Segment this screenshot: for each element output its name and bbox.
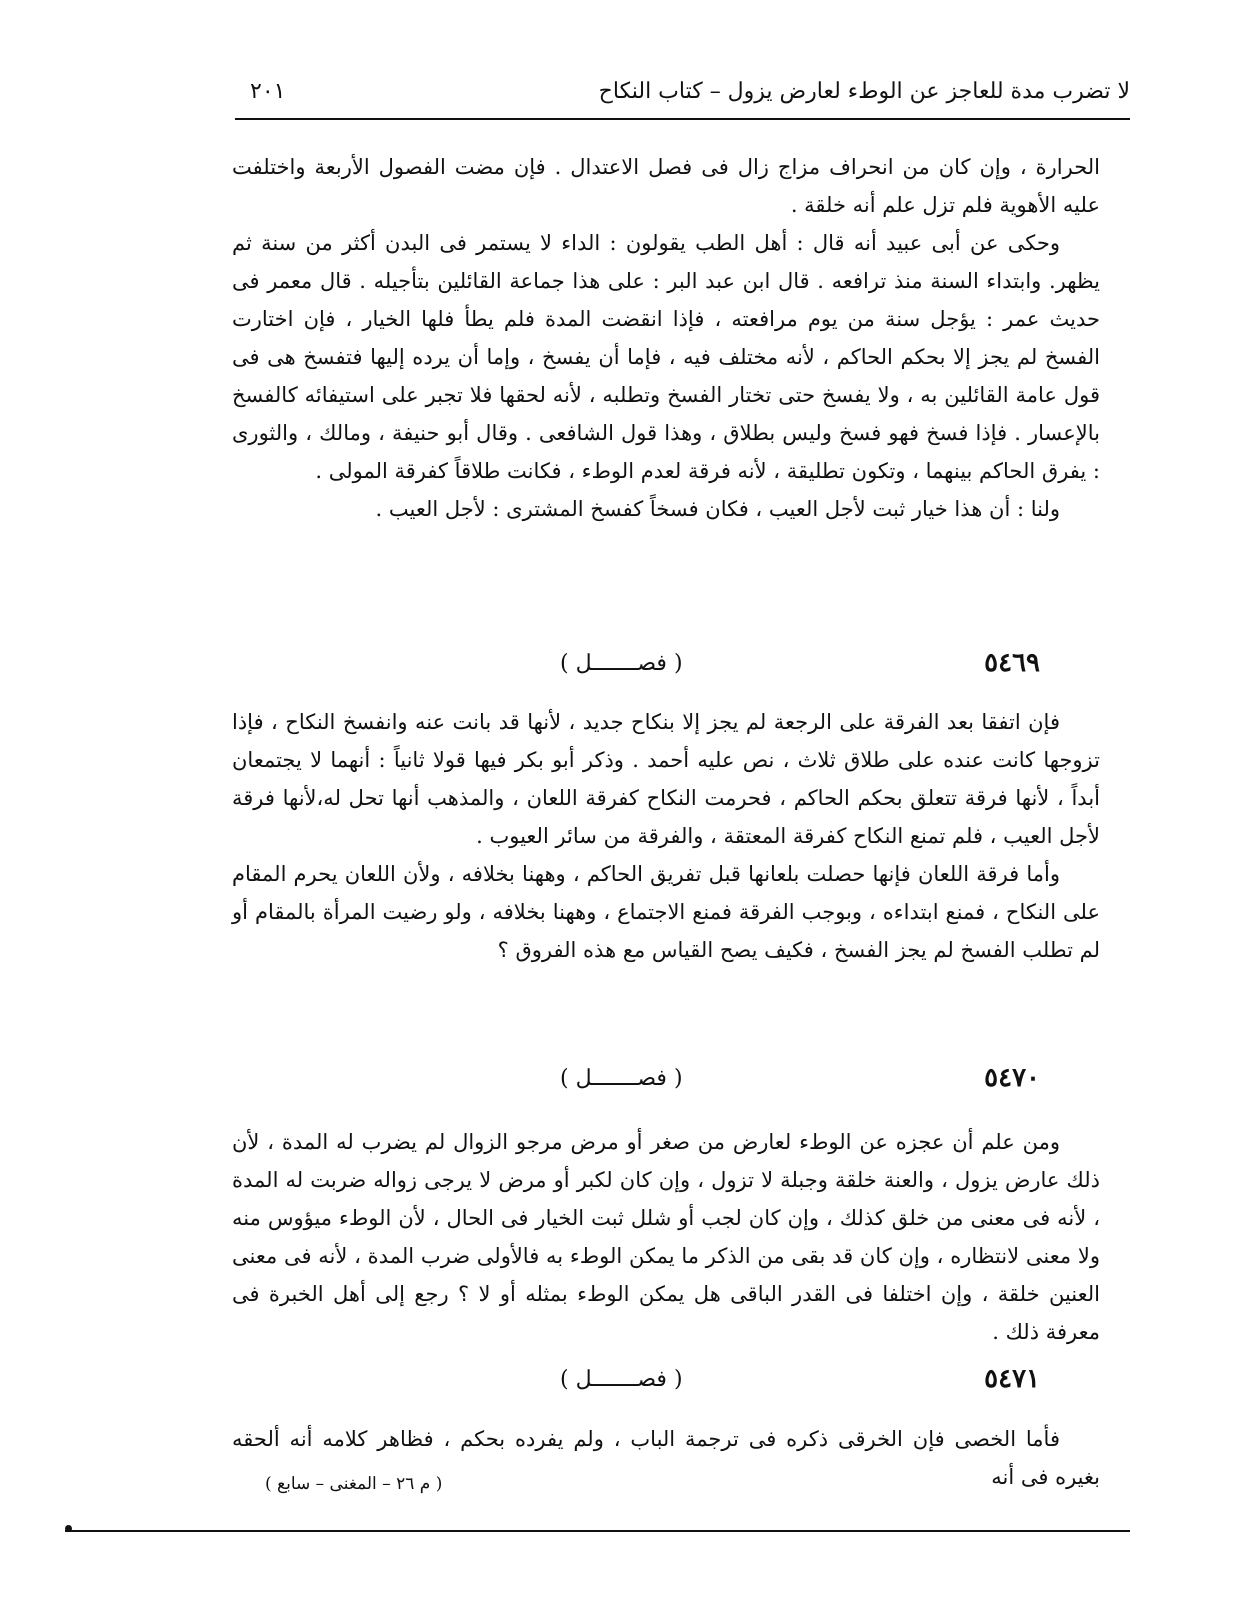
- section-number: ٥٤٦٩: [984, 648, 1040, 678]
- section-heading-5470: [560, 1063, 1040, 1093]
- paragraph: فأما الخصى فإن الخرقى ذكره فى ترجمة الباب ، ولم يفرده بحكم ، فظاهر كلامه أنه ألحقه بغيره فى أنه: [232, 1427, 1100, 1489]
- section-5469-text: [232, 703, 1100, 969]
- section-number: ٥٤٧١: [984, 1364, 1040, 1394]
- section-label: ( فصـــــــل ): [560, 1366, 683, 1392]
- section-heading-5469: [560, 648, 1040, 678]
- footnote: ( م ٢٦ – المغنى – سابع ): [265, 1474, 443, 1494]
- section-label: ( فصـــــــل ): [560, 1065, 683, 1091]
- paragraph: وحكى عن أبى عبيد أنه قال : أهل الطب يقولون : الداء لا يستمر فى البدن أكثر من سنة ثم يظهر. وابتداء السنة منذ ترافعه . قال ابن عبد البر : على هذا جماعة القائلين بتأجيله . قال معمر فى حديث عمر : يؤجل سنة من يوم مرافعته ، فإذا انقضت المدة فلم يطأ فلها الخيار ، فإن اختارت الفسخ لم يجز إلا بحكم الحاكم ، لأنه مختلف فيه ، فإما أن يفسخ ، وإما أن يرده إليها فتفسخ هى فى قول عامة القائلين به ، ولا يفسخ حتى تختار الفسخ وتطلبه ، لأنه لحقها فلا تجبر على استيفائه كالفسخ بالإعسار . فإذا فسخ فهو فسخ وليس بطلاق ، وهذا قول الشافعى . وقال أبو حنيفة ، ومالك ، والثورى : يفرق الحاكم بينهما ، وتكون تطليقة ، لأنه فرقة لعدم الوطء ، فكانت طلاقاً كفرقة المولى .: [232, 231, 1100, 483]
- running-header: [250, 66, 1130, 116]
- section-heading-5471: [560, 1364, 1040, 1394]
- section-5470-text: [232, 1123, 1100, 1351]
- section-number: ٥٤٧٠: [984, 1063, 1040, 1093]
- bottom-rule: [65, 1530, 1130, 1532]
- paragraph: وأما فرقة اللعان فإنها حصلت بلعانها قبل تفريق الحاكم ، وههنا بخلافه ، ولأن اللعان يحرم المقام على النكاح ، فمنع ابتداءه ، وبوجب الفرقة فمنع الاجتماع ، وههنا بخلافه ، ولو رضيت المرأة بالمقام أو لم تطلب الفسخ لم يجز الفسخ ، فكيف يصح القياس مع هذه الفروق ؟: [232, 862, 1100, 962]
- section-label: ( فصـــــــل ): [560, 650, 683, 676]
- top-text-block: [232, 148, 1100, 528]
- header-title: لا تضرب مدة للعاجز عن الوطء لعارض يزول – كتاب النكاح: [598, 78, 1130, 104]
- page-number: ٢٠١: [250, 78, 286, 104]
- paragraph: ولنا : أن هذا خيار ثبت لأجل العيب ، فكان فسخاً كفسخ المشترى : لأجل العيب .: [375, 497, 1060, 521]
- paragraph: الحرارة ، وإن كان من انحراف مزاج زال فى فصل الاعتدال . فإن مضت الفصول الأربعة واختلفت عليه الأهوية فلم تزل علم أنه خلقة .: [232, 155, 1100, 217]
- paragraph: فإن اتفقا بعد الفرقة على الرجعة لم يجز إلا بنكاح جديد ، لأنها قد بانت عنه وانفسخ النكاح ، فإذا تزوجها كانت عنده على طلاق ثلاث ، نص عليه أحمد . وذكر أبو بكر فيها قولا ثانياً : أنهما لا يجتمعان أبداً ، لأنها فرقة تتعلق بحكم الحاكم ، فحرمت النكاح كفرقة اللعان ، والمذهب أنها تحل له،لأنها فرقة لأجل العيب ، فلم تمنع النكاح كفرقة المعتقة ، والفرقة من سائر العيوب .: [232, 710, 1100, 848]
- paragraph: ومن علم أن عجزه عن الوطء لعارض من صغر أو مرض مرجو الزوال لم يضرب له المدة ، لأن ذلك عارض يزول ، والعنة خلقة وجبلة لا تزول ، وإن كان لكبر أو مرض لا يرجى زواله ضربت له المدة ، لأنه فى معنى من خلق كذلك ، وإن كان لجب أو شلل ثبت الخيار فى الحال ، لأن الوطء ميؤوس منه ولا معنى لانتظاره ، وإن كان قد بقى من الذكر ما يمكن الوطء به فالأولى ضرب المدة ، لأنه فى معنى العنين خلقة ، وإن اختلفا فى القدر الباقى هل يمكن الوطء بمثله أو لا ؟ رجع إلى أهل الخبرة فى معرفة ذلك .: [232, 1130, 1100, 1344]
- header-rule: [235, 118, 1130, 120]
